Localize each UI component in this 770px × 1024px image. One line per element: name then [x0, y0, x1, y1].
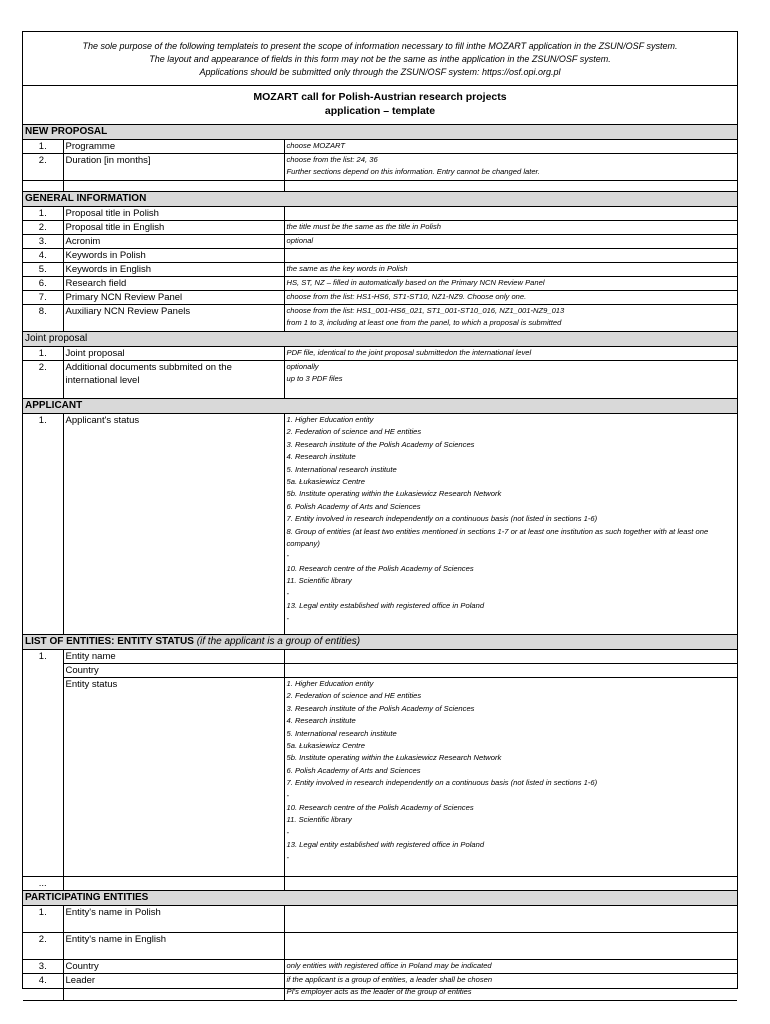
- form-row: [23, 207, 737, 221]
- row-number: 6.: [23, 277, 63, 291]
- field-label: Programme: [63, 140, 284, 154]
- form-row: [23, 906, 737, 933]
- field-label: Acronim: [63, 235, 284, 249]
- field-hint: from 1 to 3, including at least one from the panel, to which a proposal is submitted: [286, 318, 562, 328]
- row-number: 5.: [23, 263, 63, 277]
- section-applicant-label: APPLICANT: [25, 400, 83, 411]
- status-option: 3. Research institute of the Polish Academy of Sciences: [286, 703, 475, 713]
- status-option: 6. Polish Academy of Arts and Sciences: [286, 501, 421, 511]
- field-label: Proposal title in Polish: [63, 207, 284, 221]
- status-option: 11. Scientific library: [286, 815, 352, 825]
- status-option: 10. Research centre of the Polish Academy of Sciences: [286, 563, 474, 573]
- entity-name-input[interactable]: [284, 650, 737, 664]
- section-participating-entities: [23, 891, 737, 906]
- field-label: Entity name: [63, 650, 284, 664]
- field-label: Duration [in months]: [63, 154, 284, 181]
- status-option: 5a. Łukasiewicz Centre: [286, 477, 366, 487]
- spacer: [284, 877, 737, 891]
- field-input[interactable]: [284, 305, 737, 332]
- row-number: 4.: [23, 974, 63, 1001]
- row-number: 1.: [23, 650, 63, 877]
- section-participating-entities-row: [23, 891, 737, 906]
- field-input[interactable]: [284, 291, 737, 305]
- status-option: -: [286, 613, 290, 623]
- document-title: [23, 86, 737, 125]
- form-row: [23, 277, 737, 291]
- field-label: Entity's name in Polish: [63, 906, 284, 933]
- title-line: MOZART call for Polish-Austrian research projects: [253, 91, 507, 103]
- field-hint: optionally: [286, 362, 319, 371]
- field-input[interactable]: [284, 974, 737, 1001]
- field-input[interactable]: [284, 263, 737, 277]
- row-number: 4.: [23, 249, 63, 263]
- status-option: 5a. Łukasiewicz Centre: [286, 741, 366, 751]
- spacer: [63, 877, 284, 891]
- section-new-proposal: [23, 125, 737, 140]
- field-input[interactable]: [284, 347, 737, 361]
- section-general-information: [23, 192, 737, 207]
- field-hint: PDF file, identical to the joint proposal submittedon the international level: [286, 348, 532, 357]
- field-input[interactable]: [284, 154, 737, 181]
- section-participating-entities-label: PARTICIPATING ENTITIES: [25, 892, 149, 903]
- row-number: 1.: [23, 207, 63, 221]
- status-option: -: [286, 827, 290, 837]
- field-label: Joint proposal: [63, 347, 284, 361]
- field-input[interactable]: [284, 140, 737, 154]
- template-table: [23, 32, 737, 1001]
- notice-line: The sole purpose of the following templateis to present the scope of information necessary to fill inthe MOZART application in the ZSUN/OSF system.: [82, 41, 678, 51]
- section-new-proposal-row: [23, 125, 737, 140]
- form-row: [23, 140, 737, 154]
- form-row: [23, 974, 737, 1001]
- title-line: application – template: [324, 105, 436, 117]
- row-number: 8.: [23, 305, 63, 332]
- entity-status-options[interactable]: [284, 678, 737, 877]
- notice-line: The layout and appearance of fields in this form may not be the same as inthe application in the ZSUN/OSF system.: [149, 54, 611, 64]
- field-hint: HS, ST, NZ – filled in automatically based on the Primary NCN Review Panel: [286, 278, 545, 287]
- status-option: -: [286, 852, 290, 862]
- form-row: [23, 361, 737, 399]
- field-input[interactable]: [284, 933, 737, 960]
- field-hint: choose from the list: HS1-HS6, ST1-ST10, NZ1-NZ9. Choose only one.: [286, 292, 527, 301]
- status-option: 13. Legal entity established with registered office in Poland: [286, 601, 485, 611]
- row-number: 2.: [23, 933, 63, 960]
- section-new-proposal-label: NEW PROPOSAL: [25, 126, 108, 137]
- status-option: -: [286, 551, 290, 561]
- form-row: [23, 154, 737, 181]
- field-hint: up to 3 PDF files: [286, 374, 343, 384]
- field-label: Keywords in English: [63, 263, 284, 277]
- section-general-information-label: GENERAL INFORMATION: [25, 193, 147, 204]
- spacer: [23, 181, 63, 192]
- status-option: 2. Federation of science and HE entities: [286, 427, 422, 437]
- form-row: [23, 305, 737, 332]
- entity-country-row: [23, 664, 737, 678]
- notice-line: Applications should be submitted only through the ZSUN/OSF system: https://osf.opi.org.pl: [199, 67, 561, 77]
- form-row: [23, 291, 737, 305]
- section-note: (if the applicant is a group of entities): [196, 636, 361, 647]
- field-hint: choose MOZART: [286, 141, 346, 150]
- field-input[interactable]: [284, 906, 737, 933]
- status-option: 5b. Institute operating within the Łukasiewicz Research Network: [286, 753, 502, 763]
- row-number: 2.: [23, 221, 63, 235]
- title-row: [23, 86, 737, 125]
- form-row: [23, 933, 737, 960]
- field-input[interactable]: [284, 960, 737, 974]
- template-notice: [23, 32, 737, 86]
- field-label: Proposal title in English: [63, 221, 284, 235]
- field-hint: choose from the list: 24, 36: [286, 155, 378, 164]
- status-option: 11. Scientific library: [286, 576, 352, 586]
- field-input[interactable]: [284, 277, 737, 291]
- form-row: [23, 221, 737, 235]
- field-hint: choose from the list: HS1_001-HS6_021, ST1_001-ST10_016, NZ1_001-NZ9_013: [286, 306, 565, 315]
- field-hint: PI's employer acts as the leader of the group of entities: [286, 987, 472, 997]
- field-input[interactable]: [284, 361, 737, 399]
- ellipsis: ...: [23, 877, 63, 891]
- section-general-information-row: [23, 192, 737, 207]
- section-list-of-entities: [23, 635, 737, 650]
- field-hint: the same as the key words in Polish: [286, 264, 408, 273]
- status-option: 5. International research institute: [286, 464, 397, 474]
- section-joint-proposal-label: Joint proposal: [25, 333, 88, 344]
- section-applicant-row: [23, 399, 737, 414]
- row-number: 1.: [23, 414, 63, 635]
- row-number: 1.: [23, 347, 63, 361]
- form-row: [23, 347, 737, 361]
- form-row: [23, 235, 737, 249]
- field-label: Research field: [63, 277, 284, 291]
- status-option: -: [286, 588, 290, 598]
- field-input[interactable]: [284, 235, 737, 249]
- field-label: Auxiliary NCN Review Panels: [63, 305, 284, 332]
- field-label: Entity status: [63, 678, 284, 877]
- field-label: Primary NCN Review Panel: [63, 291, 284, 305]
- entity-name-row: [23, 650, 737, 664]
- field-label: Entity's name in English: [63, 933, 284, 960]
- status-option: 7. Entity involved in research independently on a continuous basis (not listed in sections 1-6): [286, 514, 598, 524]
- status-option: 10. Research centre of the Polish Academy of Sciences: [286, 803, 474, 813]
- field-input[interactable]: [284, 221, 737, 235]
- field-hint: if the applicant is a group of entities, a leader shall be chosen: [286, 975, 493, 984]
- form-row: [23, 263, 737, 277]
- applicant-status-options[interactable]: [284, 414, 737, 635]
- spacer: [63, 181, 284, 192]
- field-label: Applicant's status: [63, 414, 284, 635]
- form-row: [23, 960, 737, 974]
- status-option: 1. Higher Education entity: [286, 679, 374, 688]
- field-label: Leader: [63, 974, 284, 1001]
- status-option: -: [286, 790, 290, 800]
- field-label: Additional documents subbmited on the international level: [63, 361, 284, 399]
- applicant-status-row: [23, 414, 737, 635]
- status-option: 3. Research institute of the Polish Academy of Sciences: [286, 439, 475, 449]
- status-option: 1. Higher Education entity: [286, 415, 374, 424]
- status-option: 2. Federation of science and HE entities: [286, 691, 422, 701]
- row-number: 3.: [23, 235, 63, 249]
- status-option: 8. Group of entities (at least two entities mentioned in sections 1-7 or at least one institution as such together with at least one company): [286, 526, 709, 549]
- status-option: 7. Entity involved in research independently on a continuous basis (not listed in sections 1-6): [286, 778, 598, 788]
- status-option: 5b. Institute operating within the Łukasiewicz Research Network: [286, 489, 502, 499]
- field-input[interactable]: [284, 207, 737, 221]
- section-list-of-entities-label: LIST OF ENTITIES: ENTITY STATUS: [25, 636, 194, 647]
- row-number: 7.: [23, 291, 63, 305]
- field-input[interactable]: [284, 249, 737, 263]
- field-label: Country: [63, 960, 284, 974]
- row-number: 2.: [23, 361, 63, 399]
- field-label: Country: [63, 664, 284, 678]
- status-option: 13. Legal entity established with registered office in Poland: [286, 840, 485, 850]
- row-number: 1.: [23, 906, 63, 933]
- spacer-row: [23, 181, 737, 192]
- section-joint-proposal: [23, 332, 737, 347]
- status-option: 4. Research institute: [286, 716, 356, 726]
- status-option: 6. Polish Academy of Arts and Sciences: [286, 765, 421, 775]
- status-option: 4. Research institute: [286, 452, 356, 462]
- field-hint: the title must be the same as the title in Polish: [286, 222, 441, 231]
- ellipsis-row: [23, 877, 737, 891]
- section-joint-proposal-row: [23, 332, 737, 347]
- row-number: 3.: [23, 960, 63, 974]
- field-hint: Further sections depend on this information. Entry cannot be changed later.: [286, 167, 540, 177]
- row-number: 2.: [23, 154, 63, 181]
- field-hint: optional: [286, 236, 314, 245]
- note-row: [23, 32, 737, 86]
- form-row: [23, 249, 737, 263]
- entity-status-row: [23, 678, 737, 877]
- application-template-document: [22, 31, 738, 997]
- entity-country-input[interactable]: [284, 664, 737, 678]
- field-hint: only entities with registered office in Poland may be indicated: [286, 961, 492, 970]
- field-label: Keywords in Polish: [63, 249, 284, 263]
- spacer: [284, 181, 737, 192]
- section-applicant: [23, 399, 737, 414]
- status-option: 5. International research institute: [286, 728, 397, 738]
- row-number: 1.: [23, 140, 63, 154]
- section-list-of-entities-row: [23, 635, 737, 650]
